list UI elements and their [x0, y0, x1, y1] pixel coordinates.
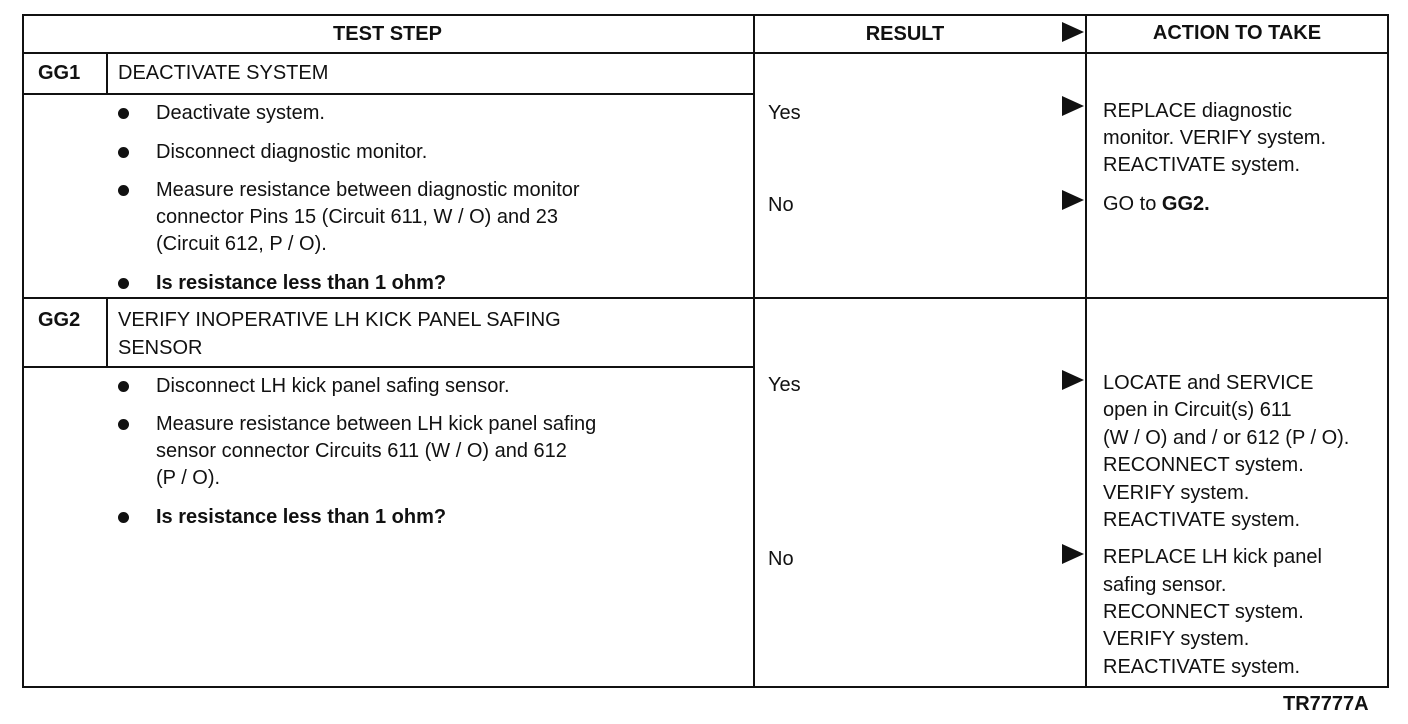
gg2-bullet-2-line-1: Measure resistance between LH kick panel safing	[156, 413, 597, 435]
step-code-gg1: GG1	[38, 62, 81, 84]
gg1-action-no-prefix: GO to	[1103, 193, 1162, 215]
gg2-action-yes-line-6: REACTIVATE system.	[1103, 509, 1301, 531]
gg2-action-no-line-3: RECONNECT system.	[1103, 601, 1304, 623]
gg2-bullet-1: Disconnect LH kick panel safing sensor.	[156, 375, 510, 397]
bullet-icon	[118, 147, 129, 158]
gg2-action-no-line-2: safing sensor.	[1103, 574, 1227, 596]
gg2-bullet-2-line-3: (P / O).	[156, 467, 221, 489]
figure-id: TR7777A	[1283, 693, 1369, 715]
gg2-bullet-2-line-2: sensor connector Circuits 611 (W / O) and 612	[156, 440, 567, 462]
gg2-code-divider	[106, 297, 108, 368]
gg1-action-no-target: GG2.	[1161, 193, 1210, 215]
step-title-gg1: DEACTIVATE SYSTEM	[118, 62, 329, 84]
table-border-right	[1387, 14, 1389, 688]
bullet-icon	[118, 108, 129, 119]
gg2-action-yes-line-4: RECONNECT system.	[1103, 454, 1304, 476]
step-code-gg2: GG2	[38, 309, 81, 331]
table-border-top	[22, 14, 1389, 16]
gg1-code-divider	[106, 52, 108, 95]
header-result: RESULT	[865, 23, 945, 45]
diagnostic-table	[22, 14, 1389, 688]
gg1-bullet-2: Disconnect diagnostic monitor.	[156, 141, 428, 163]
gg2-action-no-line-5: REACTIVATE system.	[1103, 656, 1301, 678]
bullet-icon	[118, 419, 129, 430]
gg2-question: Is resistance less than 1 ohm?	[156, 506, 447, 528]
bullet-icon	[118, 185, 129, 196]
gg2-title-divider	[22, 366, 755, 368]
gg1-bullet-3-line-2: connector Pins 15 (Circuit 611, W / O) and 23	[156, 206, 559, 228]
arrow-icon	[1062, 544, 1084, 564]
arrow-icon	[1062, 96, 1084, 116]
gg1-action-no	[1103, 191, 1210, 218]
arrow-icon	[1062, 190, 1084, 210]
gg1-action-yes-line-2: monitor. VERIFY system.	[1103, 127, 1327, 149]
gg1-result-yes: Yes	[768, 102, 801, 124]
header-divider	[22, 52, 1389, 54]
divider-step-result	[753, 14, 755, 688]
gg2-action-no-line-4: VERIFY system.	[1103, 628, 1250, 650]
step-title-gg2-line-2: SENSOR	[118, 337, 203, 359]
gg1-action-yes-line-3: REACTIVATE system.	[1103, 154, 1301, 176]
gg1-bullet-3-line-3: (Circuit 612, P / O).	[156, 233, 327, 255]
gg2-action-yes-line-1: LOCATE and SERVICE	[1103, 372, 1314, 394]
arrow-icon	[1062, 370, 1084, 390]
bullet-icon	[118, 512, 129, 523]
gg2-action-yes-line-3: (W / O) and / or 612 (P / O).	[1103, 427, 1350, 449]
header-arrow-icon	[1062, 22, 1084, 42]
gg1-result-no: No	[768, 194, 794, 216]
gg1-bullet-1: Deactivate system.	[156, 102, 325, 124]
table-border-left	[22, 14, 24, 688]
gg1-bullet-3-line-1: Measure resistance between diagnostic monitor	[156, 179, 580, 201]
gg1-question: Is resistance less than 1 ohm?	[156, 272, 447, 294]
bullet-icon	[118, 381, 129, 392]
header-test-step: TEST STEP	[333, 23, 442, 45]
gg1-title-divider	[22, 93, 755, 95]
gg2-action-no-line-1: REPLACE LH kick panel	[1103, 546, 1322, 568]
gg1-action-yes-line-1: REPLACE diagnostic	[1103, 100, 1292, 122]
step-title-gg2-line-1: VERIFY INOPERATIVE LH KICK PANEL SAFING	[118, 309, 561, 331]
gg2-action-yes-line-5: VERIFY system.	[1103, 482, 1250, 504]
divider-result-action	[1085, 14, 1087, 688]
gg2-result-no: No	[768, 548, 794, 570]
gg2-action-yes-line-2: open in Circuit(s) 611	[1103, 399, 1292, 421]
table-border-bottom	[22, 686, 1389, 688]
row-separator	[22, 297, 1389, 299]
header-action: ACTION TO TAKE	[1152, 22, 1322, 44]
bullet-icon	[118, 278, 129, 289]
gg2-result-yes: Yes	[768, 374, 801, 396]
